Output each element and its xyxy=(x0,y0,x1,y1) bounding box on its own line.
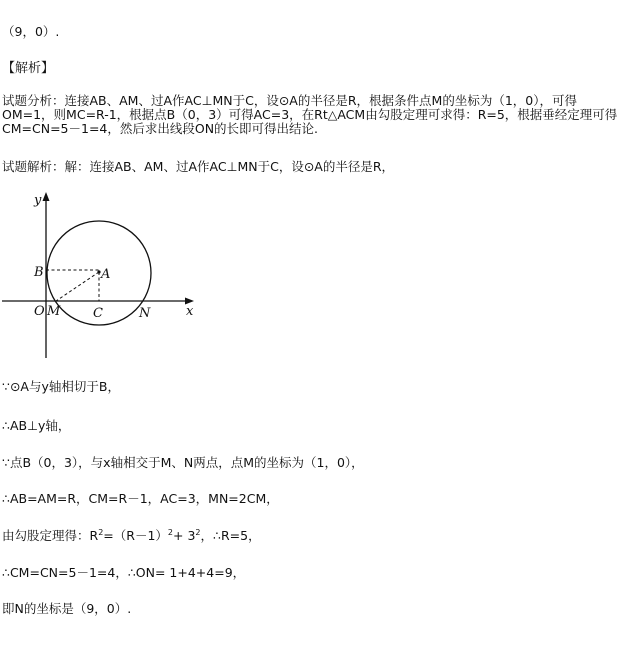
point-n-label: N xyxy=(139,306,151,321)
therefore-line-2: ∴AB=AM=R，CM=R－1，AC=3，MN=2CM， xyxy=(2,491,279,506)
therefore-line-3: ∴CM=CN=5－1=4，∴ON= 1+4+4=9， xyxy=(2,565,246,580)
x-axis-label: x xyxy=(186,304,194,319)
pythagoras-prefix: 由勾股定理得：R xyxy=(2,528,99,543)
pythagoras-middle-2: + 3 xyxy=(173,528,196,543)
analysis-heading: 【解析】 xyxy=(2,61,55,76)
segment-am xyxy=(56,272,99,301)
point-a-label: A xyxy=(101,267,111,282)
because-line-1: ∵⊙A与y轴相切于B， xyxy=(2,379,120,394)
y-axis-label: y xyxy=(34,193,42,208)
analysis-line-3: CM=CN=5－1=4，然后求出线段ON的长即可得出结论. xyxy=(2,121,319,136)
exponent-1: 2 xyxy=(98,528,104,537)
origin-label: O xyxy=(34,304,45,319)
y-axis-arrow xyxy=(43,192,50,201)
analysis-line-2: OM=1，则MC=R-1，根据点B（0，3）可得AC=3，在Rt△ACM由勾股定理可求得：R=5，根据垂经定理可得 xyxy=(2,107,618,122)
therefore-line-1: ∴AB⊥y轴， xyxy=(2,418,71,433)
point-m-label: M xyxy=(47,304,61,319)
pythagoras-line xyxy=(2,528,261,543)
exponent-3: 2 xyxy=(195,528,201,537)
pythagoras-suffix: ，∴R=5， xyxy=(200,528,261,543)
exponent-2: 2 xyxy=(167,528,173,537)
point-b-label: B xyxy=(34,265,44,280)
conclusion-line: 即N的坐标是（9，0）. xyxy=(2,601,132,616)
geometry-figure xyxy=(0,186,220,362)
analysis-line-1: 试题分析：连接AB、AM、过A作AC⊥MN于C，设⊙A的半径是R，根据条件点M的坐标为（1，0），可得 xyxy=(2,93,577,108)
previous-answer-line: （9，0）. xyxy=(2,24,60,39)
solution-line-1: 试题解析：解：连接AB、AM、过A作AC⊥MN于C，设⊙A的半径是R， xyxy=(2,159,395,174)
because-line-2: ∵点B（0，3），与x轴相交于M、N两点，点M的坐标为（1，0）， xyxy=(2,455,364,470)
pythagoras-middle: =（R－1） xyxy=(103,528,168,543)
point-c-label: C xyxy=(93,306,103,321)
